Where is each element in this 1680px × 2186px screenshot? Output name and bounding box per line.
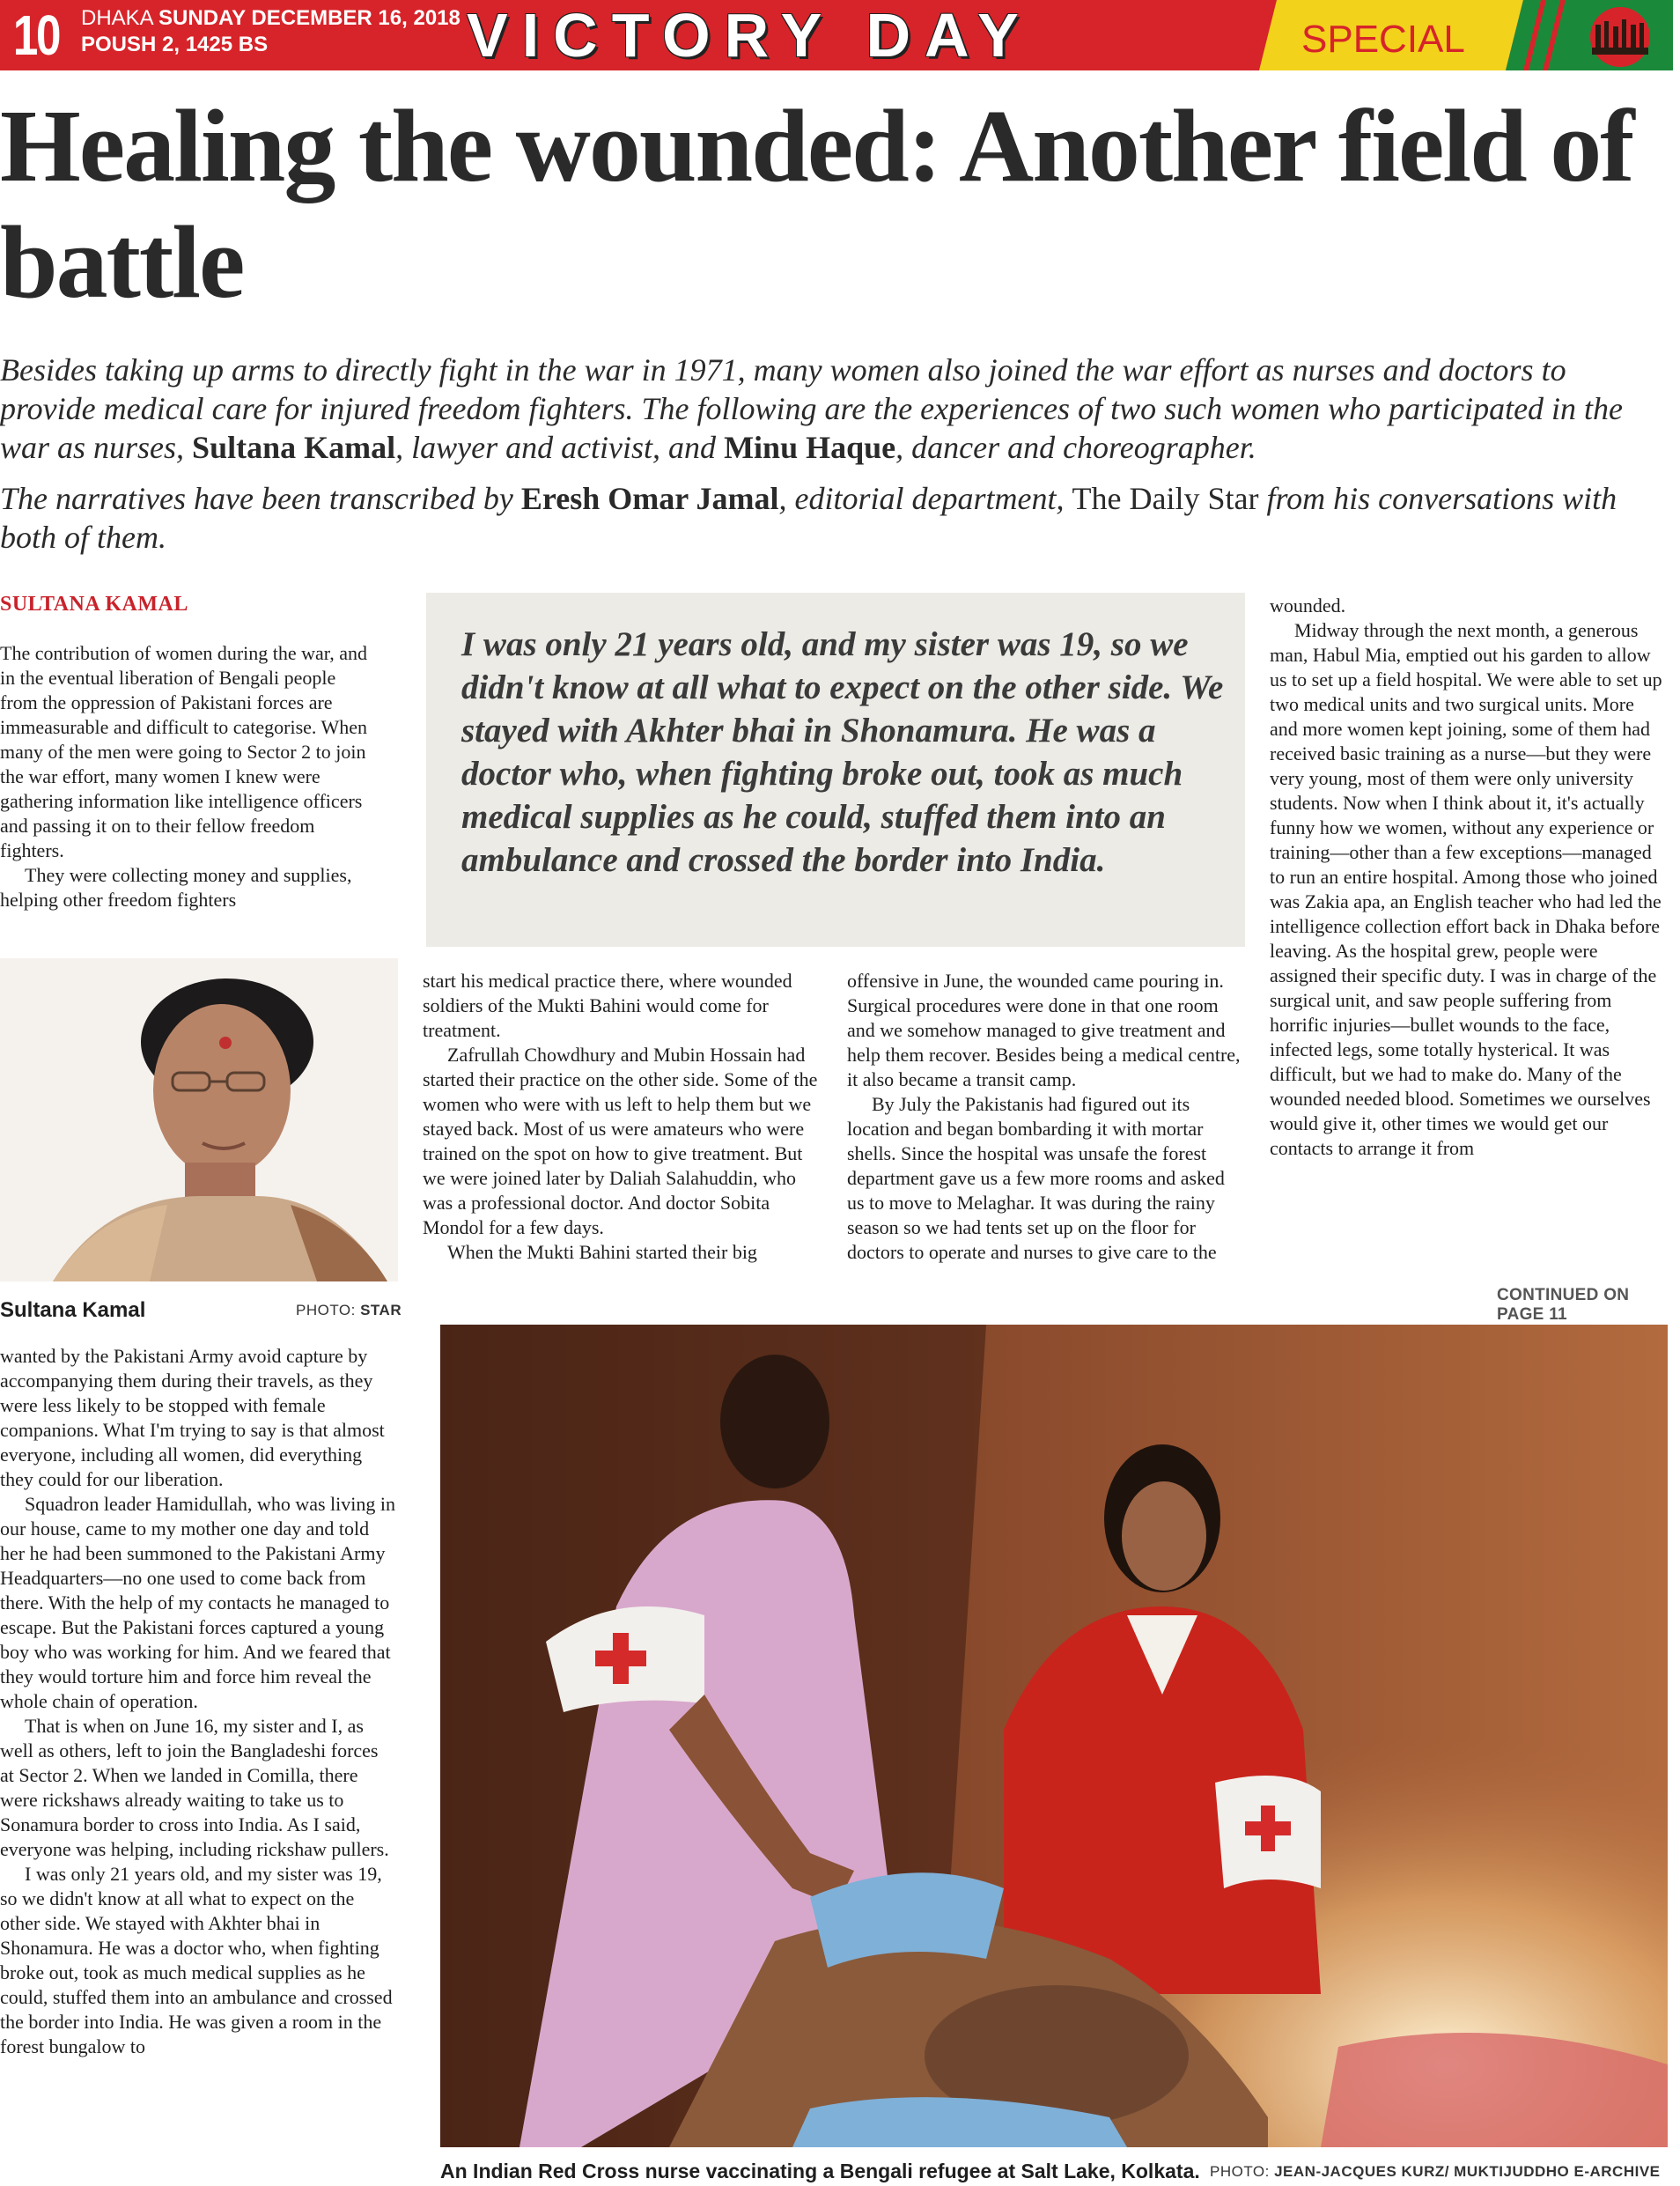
paragraph: By July the Pakistanis had figured out its location and began bombarding it with mortar shells. Since the hospital was unsafe the forest department gave us a few more rooms and asked us to move to Melaghar. It was during the rainy season so we had tents set up on the floor for doctors to operate and nurses to give care to the xyxy=(847,1093,1225,1263)
bengali-date: POUSH 2, 1425 BS xyxy=(81,33,269,56)
paragraph: wanted by the Pakistani Army avoid capture by accompanying them during their travels, as they were less likely to be stopped with female companions. What I'm trying to say is that almost everyone, including all women, did everything they could for our liberation. xyxy=(0,1345,385,1490)
note-paper: The Daily Star xyxy=(1072,481,1259,516)
column-1-top xyxy=(0,641,368,935)
paragraph: I was only 21 years old, and my sister was 19, so we didn't know at all what to expect on the other side. We stayed with Akhter bhai in Shonamura. He was a doctor who, when fighting broke out, took as much medical supplies as he could, stuffed them into an ambulance and crossed the border into India. He was given a room in the forest bungalow to xyxy=(0,1863,393,2057)
portrait-name: Sultana Kamal xyxy=(0,1298,146,1322)
note-part: The narratives have been transcribed by xyxy=(0,481,521,516)
column-4 xyxy=(1270,594,1666,1277)
note-part: , editorial department, xyxy=(778,481,1072,516)
face-shape xyxy=(153,1004,291,1177)
paragraph: Zafrullah Chowdhury and Mubin Hossain had started their practice on the other side. Some of the women who were with us left to help them but we stayed back. Most of us were amateurs who were trained on the spot on how to give treatment. But we were joined later by Daliah Salahuddin, who was a professional doctor. And doctor Sobita Mondol for a few days. xyxy=(423,1044,818,1238)
paragraph: Midway through the next month, a generous man, Habul Mia, emptied out his garden to allow us to set up a field hospital. We were able to set up two medical units and two surgical units. More and more women kept joining, some of them had received basic training as a nurse—but they were very young, most of them were only university students. Now when I think about it, it's actually funny how we women, without any experience or training—other than a few exceptions—managed to run an entire hospital. Among those who joined was Zakia apa, an English teacher who had led the intelligence collection effort back in Dhaka before leaving. As the hospital grew, people were assigned their specific duty. I was in charge of the surgical unit, and saw people suffering from horrific injuries—bullet wounds to the face, infected legs, some totally hysterical. It was difficult, but we had to make do. Many of the wounded needed blood. Sometimes we ourselves would give it, other times we would get our contacts to arrange it from xyxy=(1270,619,1662,1159)
intro-part: , dancer and choreographer. xyxy=(895,430,1256,465)
dateline-city: DHAKA xyxy=(81,6,153,30)
credit-source: STAR xyxy=(360,1302,402,1318)
credit-prefix: PHOTO: xyxy=(296,1302,361,1318)
continued-notice: CONTINUED ON PAGE 11 xyxy=(1497,1286,1630,1324)
note-part: from his conversations with both of them. xyxy=(0,481,1617,555)
section-title: VICTORY DAY xyxy=(467,1,1033,70)
intro-text xyxy=(0,351,1668,467)
headline: Healing the wounded: Another field of battle xyxy=(0,88,1633,320)
paragraph: That is when on June 16, my sister and I, as well as others, left to join the Bangladeshi forces at Sector 2. When we landed in Comilla, there were rickshaws already waiting to take us to Sonamura border to cross into India. As I said, everyone was helping, including rickshaw pullers. xyxy=(0,1715,389,1860)
photo-caption: An Indian Red Cross nurse vaccinating a Bengali refugee at Salt Lake, Kolkata. xyxy=(440,2160,1200,2182)
intro-name: Sultana Kamal xyxy=(192,430,396,465)
column-3 xyxy=(847,969,1245,1314)
column-2 xyxy=(423,969,821,1314)
dateline xyxy=(81,5,461,32)
intro-name: Minu Haque xyxy=(724,430,896,465)
intro-part: Besides taking up arms to directly fight in the war in 1971, many women also joined the war effort as nurses and doctors to provide medical care for injured freedom fighters. The following are the experiences of two such women who participated in the war as nurses, xyxy=(0,352,1624,465)
paragraph: They were collecting money and supplies, helping other freedom fighters xyxy=(0,864,352,911)
credit-prefix: PHOTO: xyxy=(1210,2163,1275,2180)
portrait-photo xyxy=(0,958,398,1281)
note-name: Eresh Omar Jamal xyxy=(520,481,779,516)
paragraph: wounded. xyxy=(1270,595,1346,617)
intro-part: , lawyer and activist, and xyxy=(395,430,725,465)
main-photo xyxy=(440,1325,1668,2147)
credit-source: JEAN-JACQUES KURZ/ MUKTIJUDDHO E-ARCHIVE xyxy=(1274,2163,1661,2180)
special-label: SPECIAL xyxy=(1301,18,1465,61)
photo-credit xyxy=(1210,2163,1661,2181)
page-number: 10 xyxy=(12,4,60,67)
dateline-date: SUNDAY DECEMBER 16, 2018 xyxy=(158,6,461,30)
byline: SULTANA KAMAL xyxy=(0,593,188,616)
portrait-credit xyxy=(296,1302,402,1319)
paragraph: start his medical practice there, where wounded soldiers of the Mukti Bahini would come for treatment. xyxy=(423,970,792,1041)
paragraph: When the Mukti Bahini started their big xyxy=(447,1241,757,1263)
bindi-icon xyxy=(219,1037,232,1049)
pullquote: I was only 21 years old, and my sister was 19, so we didn't know at all what to expect on the other side. We stayed with Akhter bhai in Shonamura. He was a doctor who, when fighting broke out, took as much medical supplies as he could, stuffed them into an ambulance and crossed the border into India. xyxy=(461,625,1224,879)
paragraph: The contribution of women during the war, and in the eventual liberation of Bengali people from the oppression of Pakistani forces are immeasurable and difficult to categorise. When many of the men were going to Sector 2 to join the war effort, many women I knew were gathering information like intelligence officers and passing it on to their fellow freedom fighters. xyxy=(0,642,368,861)
nurse-1-head xyxy=(720,1355,829,1488)
column-1-bottom xyxy=(0,1344,396,2186)
nurse-2-face xyxy=(1122,1481,1206,1591)
paragraph: Squadron leader Hamidullah, who was living in our house, came to my mother one day and told her he had been summoned to the Pakistani Army Headquarters—no one used to come back from there. With the help of my contacts he managed to escape. But the Pakistani forces captured a young boy who was working for him. And we feared that they would torture him and force him reveal the whole chain of operation. xyxy=(0,1493,395,1712)
paragraph: offensive in June, the wounded came pouring in. Surgical procedures were done in that one room and we somehow managed to give treatment and help them recover. Besides being a medical centre, it also became a transit camp. xyxy=(847,970,1241,1090)
transcription-note xyxy=(0,479,1668,557)
